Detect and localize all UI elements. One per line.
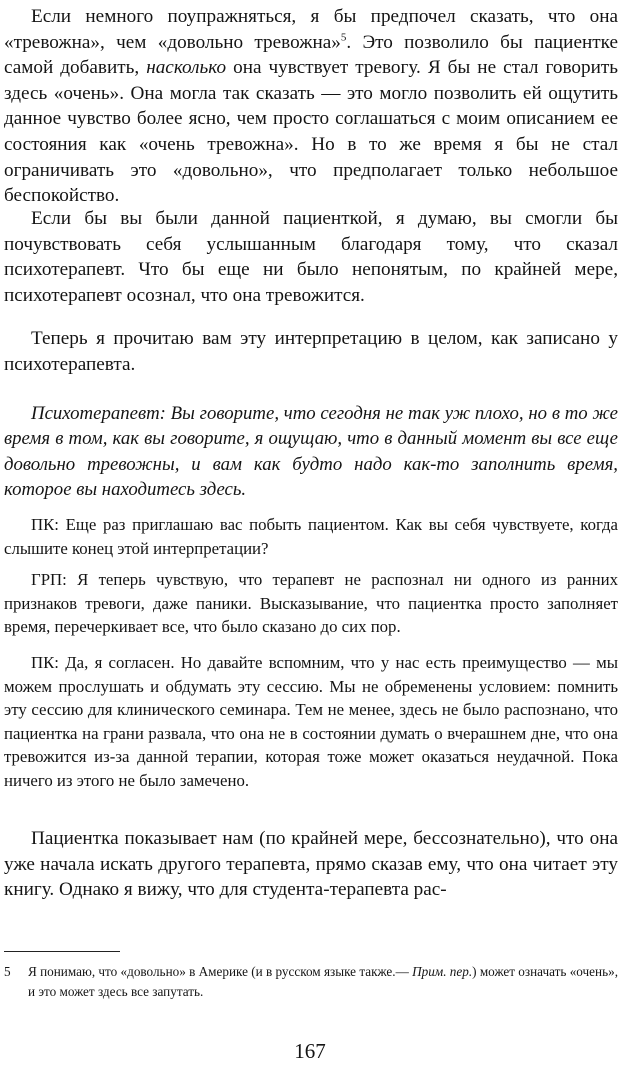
footnote-reference: 5: [340, 31, 347, 44]
dialogue-pk-2: ПК: Да, я согласен. Но давайте вспомним, что у нас есть преимущество — мы можем прослушать и обдумать эту сессию. Мы не обременены условием: помнить эту сессию для клинического семинара. Тем не менее, здесь не было распознано, что пациентка на грани развала, что она не в состоянии думать о вчерашнем дне, что она тревожится из-за данной терапии, которая тоже может оказаться неудачной. Пока ничего из этого не было замечено.: [4, 653, 618, 790]
dialogue-grp: ГРП: Я теперь чувствую, что терапевт не распознал ни одного из ранних признаков тревоги, даже паники. Высказывание, что пациентка просто заполняет время, перечеркивает все, что было сказано до сих пор.: [4, 570, 618, 637]
footnote-text: Я понимаю, что «довольно» в Америке (и в русском языке также.— Прим. пер.) может означать «очень», и это может здесь все запутать.: [28, 964, 618, 999]
dialogue-pk-1: ПК: Еще раз приглашаю вас побыть пациентом. Как вы себя чувствуете, когда слышите конец этой интерпретации?: [4, 515, 618, 558]
footnote: [4, 962, 618, 1002]
paragraph-1: Если немного поупражняться, я бы предпочел сказать, что она «тревожна», чем «довольно тревожна»$^5$. Это позволило бы пациентке самой добавить, насколько она чувствует тревогу. Я бы не стал говорить здесь «очень». Она могла так сказать — это могло позволить ей ощутить данное чувство более ясно, чем просто соглашаться с моим описанием ее состояния как «очень тревожна». Но в то же время я бы не стал ограничивать это «довольно», что предполагает только небольшое беспокойство.: [4, 6, 618, 207]
therapist-quote: Психотерапевт: Вы говорите, что сегодня не так уж плохо, но в то же время в том, как вы говорите, я ощущаю, что в данный момент вы все еще довольно тревожны, и вам как будто надо как-то заполнить время, которое вы находитесь здесь.: [4, 403, 618, 501]
paragraph-2: Если бы вы были данной пациенткой, я думаю, вы смогли бы почувствовать себя услышанным благодаря тому, что сказал психотерапевт. Что бы еще ни было непонятым, по крайней мере, психотерапевт осознал, что она тревожится.: [4, 208, 618, 306]
paragraph-4: Пациентка показывает нам (по крайней мере, бессознательно), что она уже начала искать другого терапевта, прямо сказав ему, что она читает эту книгу. Однако я вижу, что для студента-терапевта рас-: [4, 828, 618, 901]
paragraph-3: Теперь я прочитаю вам эту интерпретацию в целом, как записано у психотерапевта.: [4, 328, 618, 375]
page-number: 167: [294, 1039, 326, 1063]
footnote-divider: [4, 951, 120, 952]
emphasis-text: насколько: [146, 57, 227, 79]
footnote-number: 5: [4, 964, 11, 979]
